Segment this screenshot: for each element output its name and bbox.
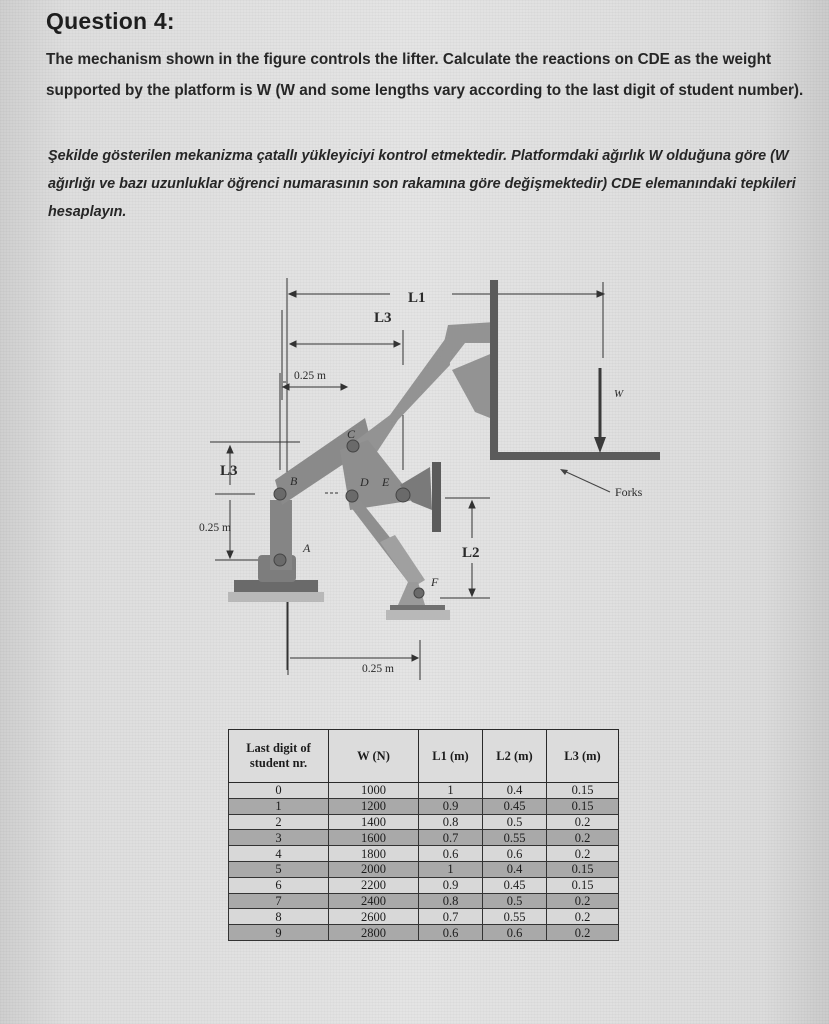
table-row: 1 1200 0.9 0.45 0.15 bbox=[229, 798, 619, 814]
label-dim-top-left: 0.25 m bbox=[294, 370, 326, 382]
label-dim-bottom: 0.25 m bbox=[362, 663, 394, 675]
label-forks: Forks bbox=[615, 485, 643, 499]
question-text-english: The mechanism shown in the figure controls the lifter. Calculate the reactions on CDE as the weight supported by the platform is W (W and some lengths vary according to the last digit of student number). bbox=[46, 51, 804, 99]
mechanism-diagram bbox=[190, 270, 660, 690]
table-row: 7 2400 0.8 0.5 0.2 bbox=[229, 893, 619, 909]
weight-arrow-icon bbox=[594, 437, 606, 453]
header-l2: L2 (m) bbox=[483, 730, 547, 783]
label-e: E bbox=[382, 475, 390, 489]
header-l1: L1 (m) bbox=[419, 730, 483, 783]
table-row: 6 2200 0.9 0.45 0.15 bbox=[229, 877, 619, 893]
table-row: 8 2600 0.7 0.55 0.2 bbox=[229, 909, 619, 925]
table-row: 0 1000 1 0.4 0.15 bbox=[229, 783, 619, 799]
table-row: 9 2800 0.6 0.6 0.2 bbox=[229, 925, 619, 941]
table-row: 2 1400 0.8 0.5 0.2 bbox=[229, 814, 619, 830]
header-l3: L3 (m) bbox=[547, 730, 619, 783]
wall-bracket-e bbox=[432, 462, 441, 532]
forks bbox=[490, 452, 660, 460]
table-row: 5 2000 1 0.4 0.15 bbox=[229, 861, 619, 877]
table-row: 3 1600 0.7 0.55 0.2 bbox=[229, 830, 619, 846]
pin-b bbox=[274, 488, 286, 500]
question-text-turkish: Şekilde gösterilen mekanizma çatallı yükleyiciyi kontrol etmektedir. Platformdaki ağırlık W olduğuna göre (W ağırlığı ve bazı uzunluklar öğrenci numarasının son rakamına göre değişmektedir) CDE elemanındaki tepkileri hesaplayın. bbox=[48, 148, 796, 220]
pin-f bbox=[414, 588, 424, 598]
pin-e bbox=[396, 488, 410, 502]
label-l2: L2 bbox=[462, 545, 480, 561]
label-l3-top: L3 bbox=[374, 310, 392, 326]
pin-c bbox=[347, 440, 359, 452]
pin-a bbox=[274, 554, 286, 566]
label-w: W bbox=[614, 388, 624, 400]
header-last-digit: Last digit of student nr. bbox=[229, 730, 329, 783]
fork-upright bbox=[490, 280, 498, 458]
label-l3-left: L3 bbox=[220, 463, 238, 479]
label-b: B bbox=[290, 474, 298, 488]
header-w: W (N) bbox=[329, 730, 419, 783]
label-dim-left: 0.25 m bbox=[199, 522, 231, 534]
table-row: 4 1800 0.6 0.6 0.2 bbox=[229, 846, 619, 862]
label-f: F bbox=[431, 575, 439, 589]
label-c: C bbox=[347, 427, 356, 441]
label-l1: L1 bbox=[408, 290, 426, 306]
question-title: Question 4: bbox=[46, 8, 175, 34]
label-a: A bbox=[303, 541, 311, 555]
table-header-row bbox=[229, 730, 619, 783]
label-d: D bbox=[360, 475, 369, 489]
parameter-table bbox=[228, 729, 619, 941]
pin-d bbox=[346, 490, 358, 502]
